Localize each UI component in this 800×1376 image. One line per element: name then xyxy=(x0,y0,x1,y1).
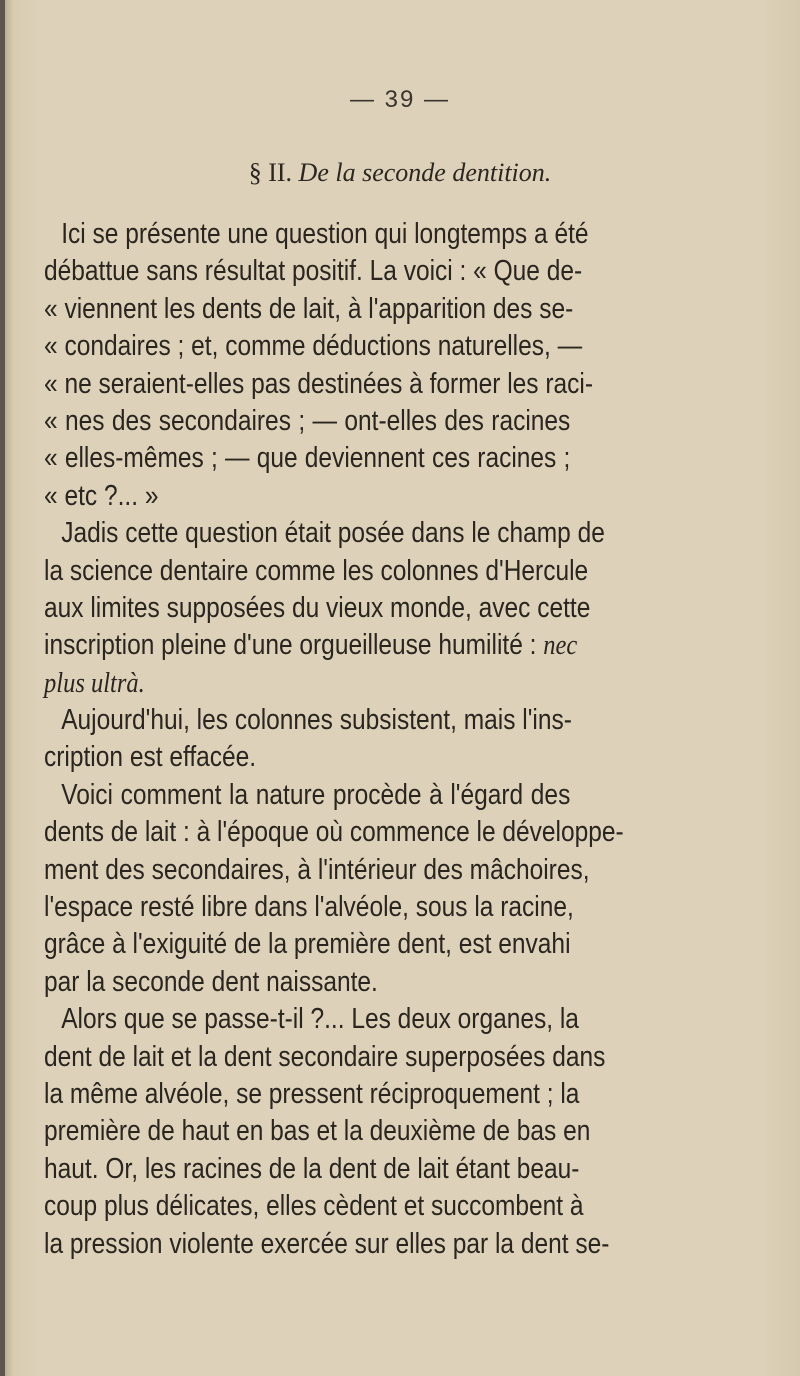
text-line xyxy=(44,852,590,889)
text-line xyxy=(44,777,570,814)
text-line xyxy=(44,1151,580,1188)
text-line-content: « condaires ; et, comme déductions naturelles, — xyxy=(44,330,583,363)
text-line xyxy=(44,328,583,365)
text-line xyxy=(44,403,570,440)
text-line xyxy=(44,1113,591,1150)
text-line xyxy=(44,1039,606,1076)
text-line-content: Alors que se passe-t-il ?... Les deux organes, la xyxy=(61,1003,579,1036)
italic-phrase: nec xyxy=(543,630,578,662)
text-line xyxy=(44,253,583,290)
page-spine-edge xyxy=(0,0,5,1376)
text-line-content: la science dentaire comme les colonnes d'Hercule xyxy=(44,554,589,587)
text-line-content: Voici comment la nature procède à l'égard des xyxy=(61,778,571,811)
text-line-content: Aujourd'hui, les colonnes subsistent, mais l'ins- xyxy=(61,704,572,737)
text-line xyxy=(44,627,578,664)
text-line xyxy=(44,590,591,627)
text-line xyxy=(44,702,570,739)
text-line-content: dents de lait : à l'époque où commence le développe- xyxy=(44,816,624,849)
text-line xyxy=(44,1226,610,1263)
text-line-content: débattue sans résultat positif. La voici : « Que de- xyxy=(44,255,583,288)
text-line-content: haut. Or, les racines de la dent de lait étant beau- xyxy=(44,1152,580,1185)
text-line-content: « ne seraient-elles pas destinées à former les raci- xyxy=(44,367,594,400)
text-line-content: « viennent les dents de lait, à l'apparition des se- xyxy=(44,292,574,325)
text-line-content: Jadis cette question était posée dans le champ de xyxy=(61,517,605,550)
text-line-content: « elles-mêmes ; — que deviennent ces racines ; xyxy=(44,442,571,475)
text-line xyxy=(44,366,594,403)
text-line-content: « nes des secondaires ; — ont-elles des racines xyxy=(44,404,571,437)
text-line-content: grâce à l'exiguité de la première dent, est envahi xyxy=(44,928,571,961)
text-line xyxy=(44,665,570,702)
text-line xyxy=(44,1001,579,1038)
text-line-content: « etc ?... » xyxy=(44,479,159,512)
text-line xyxy=(44,1188,584,1225)
text-line-content: par la seconde dent naissante. xyxy=(44,965,378,998)
text-line xyxy=(44,440,570,477)
body-text xyxy=(44,216,624,1263)
text-line xyxy=(44,553,589,590)
text-line-content: cription est effacée. xyxy=(44,741,257,774)
text-line xyxy=(44,739,570,776)
text-line xyxy=(44,814,624,851)
text-line-content: inscription pleine d'une orgueilleuse humilité : xyxy=(44,629,544,662)
text-line-content: Ici se présente une question qui longtemps a été xyxy=(61,218,589,250)
italic-phrase: plus ultrà. xyxy=(44,667,145,699)
text-line xyxy=(44,216,589,253)
page-number: — 39 — xyxy=(349,86,451,113)
section-title: De la seconde dentition. xyxy=(298,158,552,187)
text-line-content: la même alvéole, se pressent réciproquement ; la xyxy=(44,1077,580,1110)
text-line xyxy=(44,478,570,515)
text-line xyxy=(44,964,570,1001)
section-number: § II. xyxy=(248,158,293,187)
text-line xyxy=(44,1076,580,1113)
text-line xyxy=(44,291,574,328)
text-line xyxy=(44,889,574,926)
text-line-content: coup plus délicates, elles cèdent et succombent à xyxy=(44,1190,584,1223)
text-line-content: ment des secondaires, à l'intérieur des mâchoires, xyxy=(44,853,590,886)
text-line-content: dent de lait et la dent secondaire superposées dans xyxy=(44,1040,606,1073)
section-heading xyxy=(0,158,800,188)
text-line-content: première de haut en bas et la deuxième de bas en xyxy=(44,1115,591,1148)
text-line-content: aux limites supposées du vieux monde, avec cette xyxy=(44,591,591,624)
text-line xyxy=(44,926,570,963)
text-line-content: la pression violente exercée sur elles par la dent se- xyxy=(44,1227,610,1260)
text-line-content: l'espace resté libre dans l'alvéole, sous la racine, xyxy=(44,891,574,924)
text-line xyxy=(44,515,605,552)
